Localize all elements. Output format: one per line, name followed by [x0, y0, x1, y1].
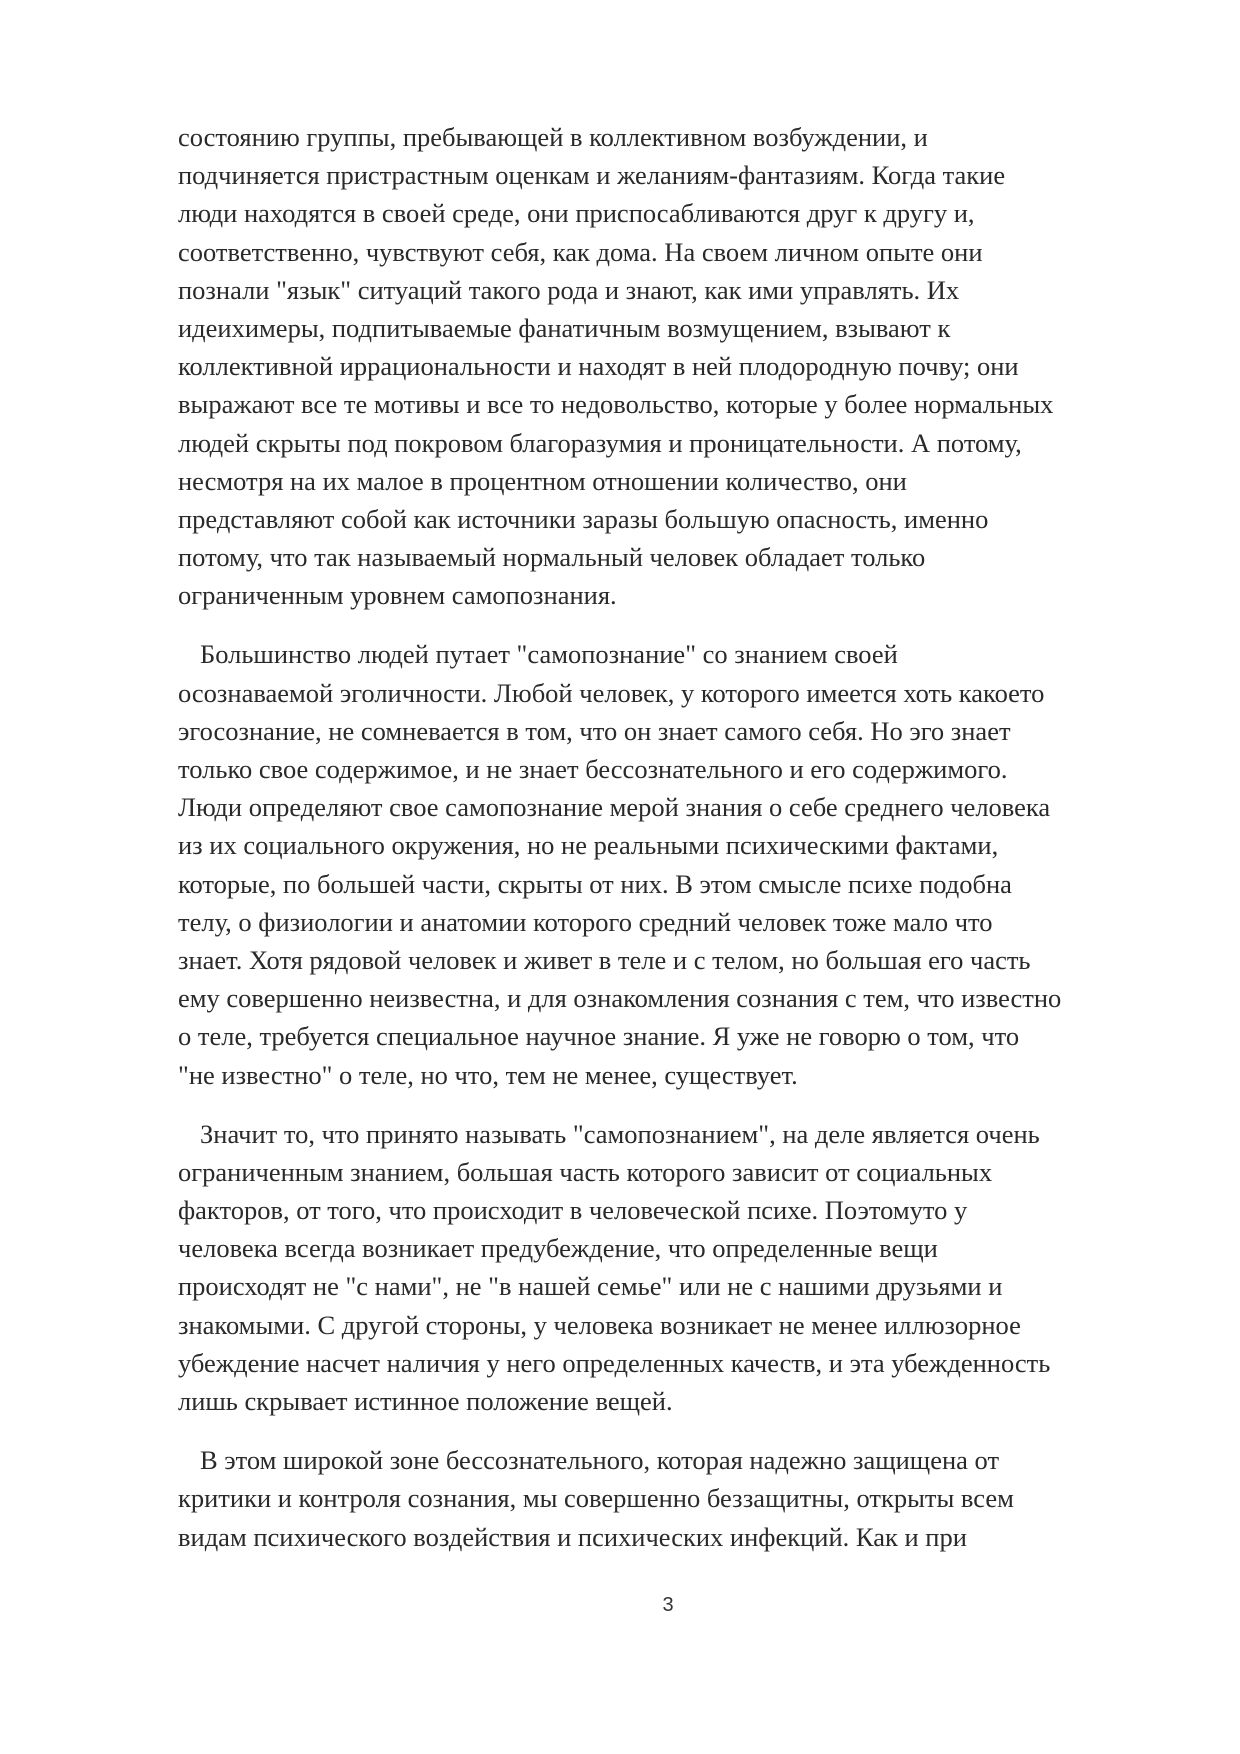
text-line: выражают все те мотивы и все то недовольство, которые у более нормальных — [178, 389, 1054, 420]
text-line: Большинство людей путает "самопознание" со знанием своей — [200, 639, 898, 670]
paragraph-3 — [178, 1115, 1178, 1421]
text-line: осознаваемой эголичности. Любой человек, у которого имеется хоть какоето — [178, 677, 1045, 708]
text-line: видам психического воздействия и психических инфекций. Как и при — [178, 1521, 967, 1552]
text-line: ему совершенно неизвестна, и для ознакомления сознания с тем, что известно — [178, 983, 1062, 1014]
text-line: ограниченным знанием, большая часть которого зависит от социальных — [178, 1156, 993, 1187]
text-line: о теле, требуется специальное научное знание. Я уже не говорю о том, что — [178, 1021, 1020, 1052]
text-line: познали "язык" ситуаций такого рода и знают, как ими управлять. Их — [178, 274, 960, 305]
text-line: ограниченным уровнем самопознания. — [178, 580, 617, 611]
text-line: представляют собой как источники заразы большую опасность, именно — [178, 503, 989, 534]
text-line: лишь скрывает истинное положение вещей. — [178, 1386, 673, 1416]
text-line: "не известно" о теле, но что, тем не менее, существует. — [178, 1059, 798, 1090]
text-line: люди находятся в своей среде, они приспосабливаются друг к другу и, — [178, 198, 975, 229]
paragraph-1 — [178, 118, 1178, 614]
paragraph-2 — [178, 635, 1178, 1093]
body-text — [178, 118, 1178, 1577]
text-line: людей скрыты под покровом благоразумия и проницательности. А потому, — [178, 427, 1022, 458]
text-line: происходят не "с нами", не "в нашей семье" или не с нашими друзьями и — [178, 1271, 1003, 1302]
text-line: критики и контроля сознания, мы совершенно беззащитны, открыты всем — [178, 1483, 1014, 1514]
text-line: Люди определяют свое самопознание мерой знания о себе среднего человека — [178, 792, 1051, 823]
text-line: соответственно, чувствуют себя, как дома. На своем личном опыте они — [178, 236, 983, 267]
text-line: знакомыми. С другой стороны, у человека возникает не менее иллюзорное — [178, 1309, 1021, 1340]
text-line: факторов, от того, что происходит в человеческой психе. Поэтомуто у — [178, 1195, 968, 1226]
text-line: эгосознание, не сомневается в том, что он знает самого себя. Но эго знает — [178, 715, 1011, 746]
paragraph-4 — [178, 1441, 1178, 1556]
text-line: коллективной иррациональности и находят в ней плодородную почву; они — [178, 351, 1019, 382]
text-line: состоянию группы, пребывающей в коллективном возбуждении, и — [178, 122, 928, 152]
text-line: В этом широкой зоне бессознательного, которая надежно защищена от — [200, 1445, 1000, 1476]
text-line: которые, по большей части, скрыты от них. В этом смысле психе подобна — [178, 868, 1012, 899]
text-line: только свое содержимое, и не знает бессознательного и его содержимого. — [178, 754, 1008, 784]
text-line: из их социального окружения, но не реальными психическими фактами, — [178, 830, 999, 861]
text-line: несмотря на их малое в процентном отношении количество, они — [178, 465, 907, 496]
text-line: человека всегда возникает предубеждение, что определенные вещи — [178, 1233, 938, 1264]
text-line: убеждение насчет наличия у него определенных качеств, и эта убежденность — [178, 1347, 1051, 1378]
text-line: знает. Хотя рядовой человек и живет в теле и с телом, но большая его часть — [178, 944, 1031, 975]
text-line: Значит то, что принято называть "самопознанием", на деле является очень — [200, 1118, 1040, 1149]
text-line: потому, что так называемый нормальный человек обладает только — [178, 542, 926, 573]
text-line: телу, о физиологии и анатомии которого средний человек тоже мало что — [178, 906, 993, 937]
page-number: 3 — [662, 1594, 674, 1616]
text-line: идеихимеры, подпитываемые фанатичным возмущением, взывают к — [178, 312, 951, 343]
text-line: подчиняется пристрастным оценкам и желаниям-фантазиям. Когда такие — [178, 160, 1006, 191]
